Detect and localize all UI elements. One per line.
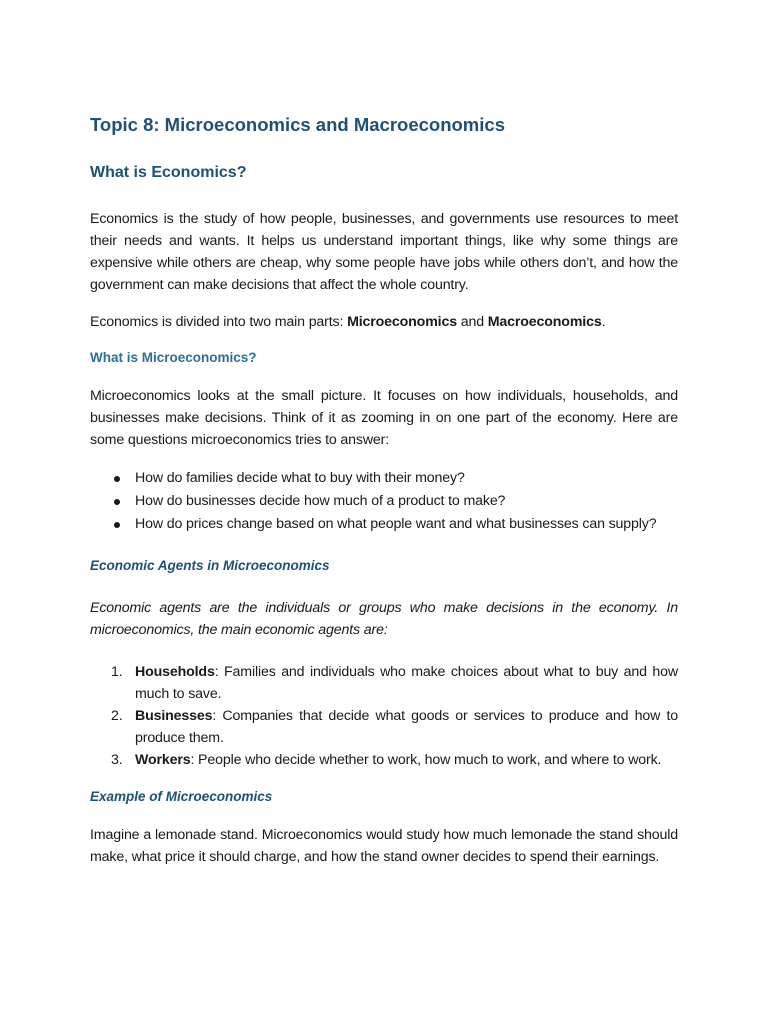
agent-desc: : Companies that decide what goods or services to produce and how to produce them.: [135, 708, 678, 746]
agents-paragraph: Economic agents are the individuals or groups who make decisions in the economy. In microeconomics, the main economic agents are:: [90, 600, 678, 638]
bullet-icon: [114, 499, 120, 505]
divided-prefix: Economics is divided into two main parts:: [90, 314, 348, 330]
agents-list: [90, 661, 678, 771]
list-number: 2.: [111, 708, 123, 724]
divided-joiner: and: [456, 314, 488, 330]
example-paragraph: Imagine a lemonade stand. Microeconomics would study how much lemonade the stand should make, what price it should charge, and how the stand owner decides to spend their earnings.: [90, 827, 678, 865]
list-number: 1.: [111, 664, 123, 680]
list-item: [90, 661, 678, 705]
micro-paragraph: Microeconomics looks at the small picture. It focuses on how individuals, households, and businesses make decisions. Think of it as zooming in on one part of the economy. Here are some questions microeconomics tries to answer:: [90, 388, 678, 448]
example-heading: Example of Microeconomics: [90, 789, 273, 804]
bullet-icon: [114, 522, 120, 528]
bullet-icon: [114, 476, 120, 482]
agent-term: Workers: [135, 752, 191, 768]
questions-list: [90, 467, 678, 536]
micro-heading: What is Microeconomics?: [90, 350, 257, 365]
section-heading: What is Economics?: [90, 164, 247, 181]
term-macroeconomics: Macroeconomics: [487, 314, 602, 330]
agent-term: Businesses: [135, 708, 213, 724]
agent-desc: : People who decide whether to work, how much to work, and where to work.: [190, 752, 662, 768]
list-item: [90, 705, 678, 749]
list-item: [90, 467, 678, 490]
divided-suffix: .: [601, 314, 606, 330]
list-item: [90, 749, 678, 771]
divided-paragraph: [90, 311, 678, 333]
intro-paragraph: Economics is the study of how people, businesses, and governments use resources to meet their needs and wants. It helps us understand important things, like why some things are expensive while others are cheap, why some people have jobs while others don’t, and how the government can make decisions that affect the whole country.: [90, 211, 678, 293]
question-text: How do families decide what to buy with their money?: [135, 470, 465, 486]
list-item: [90, 513, 678, 536]
agent-desc: : Families and individuals who make choices about what to buy and how much to save.: [135, 664, 678, 702]
term-microeconomics: Microeconomics: [347, 314, 457, 330]
list-number: 3.: [111, 752, 123, 768]
page-title: Topic 8: Microeconomics and Macroeconomics: [90, 114, 505, 135]
list-item: [90, 490, 678, 513]
question-text: How do businesses decide how much of a product to make?: [135, 493, 506, 509]
agent-term: Households: [135, 664, 215, 680]
question-text: How do prices change based on what people want and what businesses can supply?: [135, 516, 657, 532]
agents-heading: Economic Agents in Microeconomics: [90, 558, 330, 573]
